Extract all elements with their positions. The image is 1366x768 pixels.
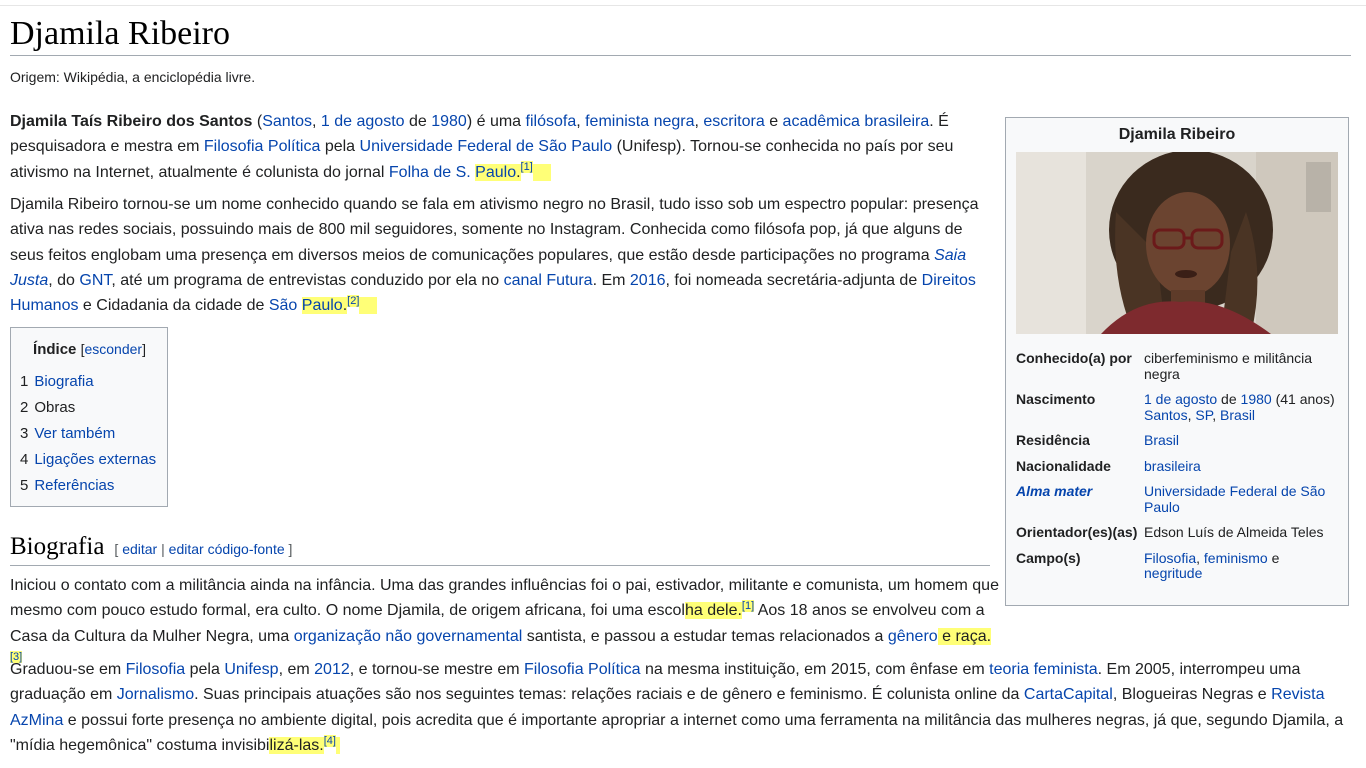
infobox-row-nationality: Nacionalidade brasileira <box>1016 457 1201 474</box>
infobox-link-santos[interactable]: Santos <box>1144 406 1188 423</box>
link-folha[interactable]: Folha de S. Paulo <box>388 163 517 181</box>
link-revista-azmina[interactable]: Revista AzMina <box>10 686 1325 729</box>
infobox-link-feminismo[interactable]: feminismo <box>1203 549 1268 566</box>
link-2012[interactable]: 2012 <box>314 661 350 678</box>
link-ong[interactable]: organização não governamental <box>293 627 523 645</box>
portrait-photo[interactable] <box>1016 152 1338 334</box>
toc-item-obras[interactable]: 2 Obras <box>20 399 76 416</box>
toc-hide-toggle[interactable]: esconder <box>84 341 143 357</box>
link-jornalismo[interactable]: Jornalismo <box>116 686 195 704</box>
toc-item-referencias[interactable]: 5 Referências <box>20 477 115 494</box>
infobox-link-filosofia[interactable]: Filosofia <box>1144 549 1197 566</box>
table-of-contents <box>10 327 168 507</box>
reference-4[interactable]: [4] <box>323 734 336 747</box>
reference-3[interactable]: [3] <box>10 650 23 663</box>
infobox-link-negritude[interactable]: negritude <box>1144 565 1203 581</box>
site-tagline: Origem: Wikipédia, a enciclopédia livre. <box>10 69 256 85</box>
subject-name: Djamila Taís Ribeiro dos Santos <box>10 113 253 130</box>
link-cartacapital[interactable]: CartaCapital <box>1023 686 1113 704</box>
page-title: Djamila Ribeiro <box>10 15 231 52</box>
link-direitos-humanos[interactable]: Direitos Humanos <box>10 271 976 315</box>
bio-paragraph-2: Graduou-se em Filosofia pela Unifesp, em 2012, e tornou-se mestre em Filosofia Política na mesma instituição, em 2015, com ênfase em teoria feminista. Em 2005, interrompeu uma graduação em Jornalismo. Suas principais atuações são nos seguintes temas: relações raciais e de gênero e feminismo. É colunista online da CartaCapital, Blogueiras Negras e Revista AzMina e possui forte presença no ambiente digital, pois acredita que é importante apropriar a internet como uma ferramenta na militância das mulheres negras, já que, segundo Djamila, a "mídia hegemônica" costuma invisibilizá-las.[4] <box>10 661 1344 754</box>
intro-paragraph-1: Djamila Taís Ribeiro dos Santos (Santos, 1 de agosto de 1980) é uma filósofa, feminista negra, escritora e acadêmica brasileira. É pesquisadora e mestra em Filosofia Política pela Universidade Federal de São Paulo (Unifesp). Tornou-se conhecida no país por seu ativismo na Internet, atualmente é colunista do jornal Folha de S. Paulo.[1] <box>10 113 954 181</box>
link-genero[interactable]: gênero <box>887 627 938 645</box>
link-unifesp[interactable]: Universidade Federal de São Paulo <box>359 138 613 156</box>
infobox-title: Djamila Ribeiro <box>1118 126 1236 143</box>
infobox-link-birth-date[interactable]: 1 de agosto <box>1144 391 1218 407</box>
link-academica[interactable]: acadêmica brasileira <box>782 113 930 130</box>
link-filosofia-politica-2[interactable]: Filosofia Política <box>524 661 641 678</box>
toc-header: Índice [esconder] <box>33 341 146 358</box>
infobox-link-birth-year[interactable]: 1980 <box>1240 391 1272 407</box>
toc-item-ligacoes-externas[interactable]: 4 Ligações externas <box>20 451 157 468</box>
link-unifesp-2[interactable]: Unifesp <box>224 661 279 678</box>
link-teoria-feminista[interactable]: teoria feminista <box>989 661 1098 678</box>
reference-2[interactable]: [2] <box>347 294 360 307</box>
edit-link[interactable]: editar <box>122 541 158 557</box>
infobox-row-advisor: Orientador(es)(as) Edson Luís de Almeida Teles <box>1016 524 1324 540</box>
intro-paragraph-2: Djamila Ribeiro tornou-se um nome conhecido quando se fala em ativismo negro no Brasil, tudo isso sob um espectro popular: presença ativa nas redes sociais, possuindo mais de 800 mil seguidores, somente no Instagram. Conhecida como filósofa pop, já que alguns de seus feitos englobam uma presença em diversos meios de comunicações populares, que estão desde participações no programa Saia Justa, do GNT, até um programa de entrevistas conduzido por ela no canal Futura. Em 2016, foi nomeada secretária-adjunta de Direitos Humanos e Cidadania da cidade de São Paulo.[2] <box>10 196 979 315</box>
infobox-row-alma-mater <box>1016 484 1344 515</box>
link-filosofa[interactable]: filósofa <box>525 113 577 130</box>
infobox-link-brasil[interactable]: Brasil <box>1220 406 1256 423</box>
toc-title: Índice <box>33 341 77 358</box>
reference-1[interactable]: [1] <box>520 161 533 174</box>
bio-paragraph-1: Iniciou o contato com a militância ainda na infância. Uma das grandes influências foi o pai, estivador, militante e comunista, um homem que mesmo com pouco estudo formal, era culto. O nome Djamila, de origem africana, foi uma escolha dele.[1] Aos 18 anos se envolveu com a Casa da Cultura da Mulher Negra, uma organização não governamental santista, e passou a estudar temas relacionados a gênero e raça.[3] <box>10 577 999 663</box>
link-birth-date[interactable]: 1 de agosto <box>320 113 405 130</box>
edit-source-link[interactable]: editar código-fonte <box>168 541 285 557</box>
top-border <box>0 5 1366 6</box>
infobox-link-residence[interactable]: Brasil <box>1144 432 1180 448</box>
link-sao-paulo[interactable]: São Paulo <box>268 297 343 315</box>
toc-item-biografia[interactable]: 1 Biografia <box>20 373 94 390</box>
section-divider <box>10 565 990 566</box>
infobox-link-sp[interactable]: SP <box>1195 406 1213 423</box>
title-divider <box>10 55 1351 56</box>
link-filosofia-politica[interactable]: Filosofia Política <box>203 138 321 156</box>
infobox <box>1005 117 1349 606</box>
section-heading-biografia: Biografia [ editar | editar código-fonte ] <box>10 533 293 560</box>
toc-item-ver-tambem[interactable]: 3 Ver também <box>20 425 116 442</box>
link-canal-futura[interactable]: canal Futura <box>503 271 593 289</box>
link-feminista-negra[interactable]: feminista negra <box>585 113 695 130</box>
link-birth-year[interactable]: 1980 <box>431 113 467 130</box>
link-gnt[interactable]: GNT <box>79 271 112 289</box>
infobox-row-known-for: Conhecido(a) por ciberfeminismo e militância negra <box>1016 350 1313 382</box>
infobox-rows <box>1016 351 1344 592</box>
link-escritora[interactable]: escritora <box>703 113 765 130</box>
link-santos[interactable]: Santos <box>262 113 313 130</box>
infobox-row-birth: Nascimento 1 de agosto de 1980 (41 anos) Santos, SP, Brasil <box>1016 391 1335 423</box>
infobox-link-nationality[interactable]: brasileira <box>1144 457 1201 474</box>
link-saia-justa[interactable]: Saia Justa <box>10 246 967 289</box>
infobox-row-residence: Residência Brasil <box>1016 432 1180 448</box>
infobox-row-fields: Campo(s) Filosofia, feminismo e negritude <box>1016 549 1280 581</box>
reference-1b[interactable]: [1] <box>741 599 755 612</box>
infobox-link-alma-mater-label[interactable]: Alma mater <box>1016 483 1093 499</box>
link-filosofia[interactable]: Filosofia <box>125 661 186 678</box>
section-edit-links: [ editar | editar código-fonte ] <box>114 541 293 557</box>
portrait-image <box>1016 152 1338 334</box>
infobox-link-alma-mater[interactable]: Universidade Federal de São Paulo <box>1144 483 1326 515</box>
link-2016[interactable]: 2016 <box>629 271 666 289</box>
